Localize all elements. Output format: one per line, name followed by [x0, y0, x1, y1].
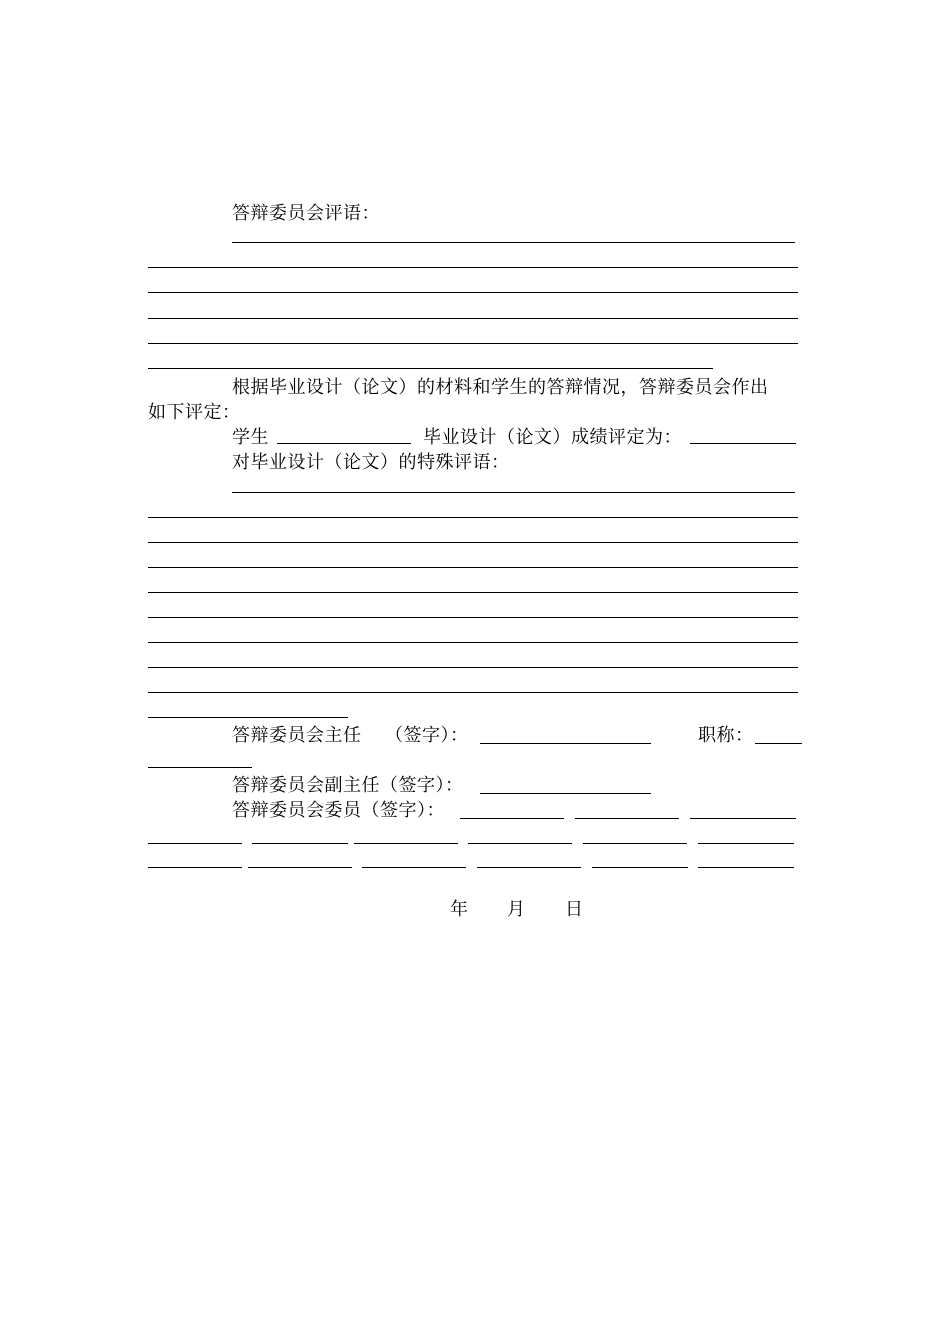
member-signature-field[interactable] [690, 818, 796, 819]
committee-comments-line[interactable] [148, 292, 798, 293]
committee-comments-line[interactable] [148, 318, 798, 319]
member-signature-field[interactable] [460, 818, 564, 819]
date-day-label: 日 [565, 899, 584, 920]
special-comments-line[interactable] [148, 567, 798, 568]
date-month-label: 月 [507, 899, 526, 920]
student-label: 学生 [232, 427, 269, 448]
member-signature-field[interactable] [148, 843, 242, 844]
special-comments-line[interactable] [232, 492, 795, 493]
committee-comments-line[interactable] [148, 343, 798, 344]
special-comments-line[interactable] [148, 617, 798, 618]
committee-comments-line[interactable] [232, 242, 795, 243]
assessment-paragraph-line2: 如下评定： [148, 402, 241, 423]
title-field-continued[interactable] [148, 767, 252, 768]
special-comments-line[interactable] [148, 667, 798, 668]
member-signature-field[interactable] [248, 867, 352, 868]
special-comments-line[interactable] [148, 542, 798, 543]
committee-comments-line[interactable] [148, 368, 713, 369]
vice-chair-label: 答辩委员会副主任（签字）： [232, 775, 464, 796]
special-comments-line[interactable] [148, 592, 798, 593]
special-comments-line[interactable] [148, 642, 798, 643]
member-signature-field[interactable] [362, 867, 466, 868]
member-signature-field[interactable] [575, 818, 679, 819]
member-signature-field[interactable] [477, 867, 581, 868]
member-signature-field[interactable] [698, 867, 794, 868]
member-signature-field[interactable] [583, 843, 687, 844]
title-label: 职称： [698, 725, 754, 746]
member-label: 答辩委员会委员（签字）： [232, 800, 445, 821]
member-signature-field[interactable] [592, 867, 688, 868]
member-signature-field[interactable] [354, 843, 458, 844]
committee-comments-label: 答辩委员会评语： [232, 203, 380, 224]
member-signature-field[interactable] [148, 867, 242, 868]
special-comments-label: 对毕业设计（论文）的特殊评语： [232, 452, 510, 473]
chair-signature-field[interactable] [480, 743, 651, 744]
vice-chair-signature-field[interactable] [480, 793, 651, 794]
special-comments-line[interactable] [148, 517, 798, 518]
student-name-field[interactable] [277, 443, 411, 444]
assessment-paragraph-line1: 根据毕业设计（论文）的材料和学生的答辩情况，答辩委员会作出 [232, 377, 769, 398]
chair-label: 答辩委员会主任 [232, 725, 362, 746]
chair-sign-label: （签字）： [385, 725, 469, 746]
grade-field[interactable] [690, 443, 796, 444]
grade-label: 毕业设计（论文）成绩评定为： [423, 427, 682, 448]
special-comments-line[interactable] [148, 692, 798, 693]
member-signature-field[interactable] [468, 843, 572, 844]
member-signature-field[interactable] [698, 843, 794, 844]
date-year-label: 年 [450, 899, 469, 920]
title-field[interactable] [755, 743, 802, 744]
member-signature-field[interactable] [252, 843, 348, 844]
committee-comments-line[interactable] [148, 267, 798, 268]
special-comments-line[interactable] [148, 717, 348, 718]
